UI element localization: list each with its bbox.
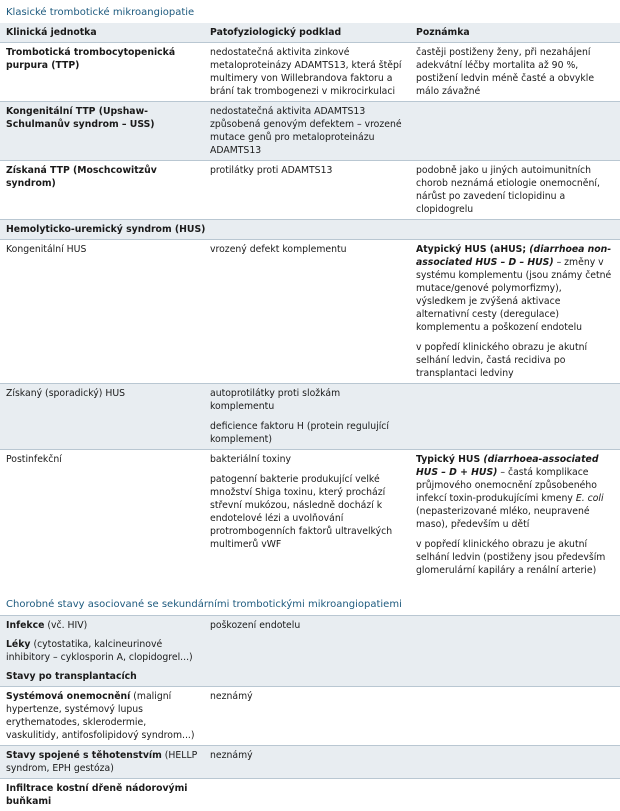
row-note-ttp: častěji postiženy ženy, při nezahájení adekvátní léčby mortalita až 90 %, postižení ledvin méně časté a obvykle málo závažné bbox=[410, 43, 620, 102]
row-patho-infiltrace bbox=[204, 779, 410, 811]
section-title-classic: Klasické trombotické mikroangiopatie bbox=[0, 0, 620, 23]
header-clinical-unit: Klinická jednotka bbox=[0, 23, 204, 43]
table-row bbox=[0, 450, 620, 581]
section-title-secondary: Chorobné stavy asociované se sekundárními trombotickými mikroangiopatiemi bbox=[0, 592, 620, 615]
row-patho-systemic: neznámý bbox=[204, 687, 410, 746]
postinfect-patho1: bakteriální toxiny bbox=[210, 453, 404, 466]
row-name-infekce bbox=[0, 616, 204, 636]
row-note-postinfect bbox=[410, 450, 620, 581]
table-row bbox=[0, 161, 620, 220]
row-name-pregnancy bbox=[0, 746, 204, 779]
row-patho-postinfect bbox=[204, 450, 410, 581]
ahus-italic: (diarrhoea non-associated HUS – D – HUS) bbox=[416, 244, 611, 268]
row-note-pregnancy bbox=[410, 746, 620, 779]
row-patho-sporadic-hus bbox=[204, 384, 410, 450]
table-row bbox=[0, 667, 620, 687]
infekce-bold: Infekce bbox=[6, 620, 44, 631]
row-name-infiltrace: Infiltrace kostní dřeně nádorovými buňkami bbox=[0, 779, 204, 811]
typical-hus-note2: v popředí klinického obrazu je akutní selhání ledvin (postiženy jsou především glomerulární kapiláry a renální arterie) bbox=[416, 538, 614, 577]
row-note-transplant bbox=[410, 667, 620, 687]
postinfect-patho2: patogenní bakterie produkující velké množství Shiga toxinu, který prochází střevní mukózou, následně dochází k endotelové lézi a uvolňování protrombogenních faktorů ultravelkých multimerů vWF bbox=[210, 473, 404, 551]
secondary-tma-table bbox=[0, 615, 620, 811]
row-name-sporadic-hus: Získaný (sporadický) HUS bbox=[0, 384, 204, 450]
row-name-ttp: Trombotická trombocytopenická purpura (TTP) bbox=[0, 43, 204, 102]
leky-bold: Léky bbox=[6, 639, 30, 650]
row-patho-congenital-hus: vrozený defekt komplementu bbox=[204, 240, 410, 384]
header-pathophysiology: Patofyziologický podklad bbox=[204, 23, 410, 43]
row-note-congenital-hus bbox=[410, 240, 620, 384]
hus-section-label: Hemolyticko-uremický syndrom (HUS) bbox=[0, 220, 620, 240]
row-name-congenital-hus: Kongenitální HUS bbox=[0, 240, 204, 384]
row-note-infekce bbox=[410, 616, 620, 636]
systemic-rest: (maligní hypertenze, systémový lupus erythematodes, sklerodermie, vaskulitidy, antifosfolipidový syndrom...) bbox=[6, 691, 195, 741]
ahus-note2: v popředí klinického obrazu je akutní selhání ledvin, častá recidiva po transplantaci ledviny bbox=[416, 341, 614, 380]
row-name-postinfect: Postinfekční bbox=[0, 450, 204, 581]
typical-hus-bold: Typický HUS bbox=[416, 454, 483, 465]
infekce-rest: (vč. HIV) bbox=[44, 620, 87, 631]
table-row bbox=[0, 635, 620, 667]
typical-hus-rest-a: – častá komplikace průjmového onemocnění způsobeného infekcí toxin-produkujícími kmeny bbox=[416, 467, 597, 504]
typical-hus-coli: E. coli bbox=[576, 493, 604, 504]
row-name-acquired-ttp: Získaná TTP (Moschcowitzův syndrom) bbox=[0, 161, 204, 220]
table-row bbox=[0, 43, 620, 102]
row-name-uss: Kongenitální TTP (Upshaw-Schulmanův syndrom – USS) bbox=[0, 102, 204, 161]
row-note-uss bbox=[410, 102, 620, 161]
leky-rest: (cytostatika, kalcineurinové inhibitory – cyklosporin A, clopidogrel...) bbox=[6, 639, 193, 663]
header-note: Poznámka bbox=[410, 23, 620, 43]
table-row bbox=[0, 102, 620, 161]
row-name-systemic bbox=[0, 687, 204, 746]
table-row bbox=[0, 779, 620, 811]
sporadic-patho2: deficience faktoru H (protein regulující komplement) bbox=[210, 420, 404, 446]
row-note-leky bbox=[410, 635, 620, 667]
ahus-rest: – změny v systému komplementu (jsou známy četné mutace/genové polymorfizmy), výsledkem je zvýšená aktivace alternativní cesty (deregulace) komplementu a poškození endotelu bbox=[416, 257, 611, 333]
classic-tma-table bbox=[0, 23, 620, 580]
pregnancy-rest: (HELLP syndrom, EPH gestóza) bbox=[6, 750, 197, 774]
row-patho-leky bbox=[204, 635, 410, 667]
row-patho-infekce: poškození endotelu bbox=[204, 616, 410, 636]
sporadic-patho1: autoprotilátky proti složkám komplementu bbox=[210, 387, 404, 413]
row-name-transplant: Stavy po transplantacích bbox=[0, 667, 204, 687]
row-name-leky bbox=[0, 635, 204, 667]
table-header-row bbox=[0, 23, 620, 43]
table-row bbox=[0, 687, 620, 746]
table-row bbox=[0, 746, 620, 779]
table-row bbox=[0, 616, 620, 636]
ahus-bold: Atypický HUS (aHUS; bbox=[416, 244, 529, 255]
typical-hus-italic: (diarrhoea-associated HUS – D + HUS) bbox=[416, 454, 599, 478]
row-note-infiltrace bbox=[410, 779, 620, 811]
systemic-bold: Systémová onemocnění bbox=[6, 691, 130, 702]
row-patho-ttp: nedostatečná aktivita zinkové metaloproteinázy ADAMTS13, která štěpí multimery von Willebrandova faktoru a brání tak trombogenezi v mikrocirkulaci bbox=[204, 43, 410, 102]
pregnancy-bold: Stavy spojené s těhotenstvím bbox=[6, 750, 162, 761]
typical-hus-rest-b: (nepasterizované mléko, neupravené maso), především u dětí bbox=[416, 506, 590, 530]
row-note-acquired-ttp: podobně jako u jiných autoimunitních chorob neznámá etiologie onemocnění, nárůst po zavedení ticlopidinu a clopidogrelu bbox=[410, 161, 620, 220]
row-note-sporadic-hus bbox=[410, 384, 620, 450]
table-row-section bbox=[0, 220, 620, 240]
row-patho-transplant bbox=[204, 667, 410, 687]
row-note-systemic bbox=[410, 687, 620, 746]
row-patho-acquired-ttp: protilátky proti ADAMTS13 bbox=[204, 161, 410, 220]
row-patho-pregnancy: neznámý bbox=[204, 746, 410, 779]
table-row bbox=[0, 384, 620, 450]
row-patho-uss: nedostatečná aktivita ADAMTS13 způsobená genovým defektem – vrozené mutace genů pro metaloproteinázu ADAMTS13 bbox=[204, 102, 410, 161]
table-row bbox=[0, 240, 620, 384]
